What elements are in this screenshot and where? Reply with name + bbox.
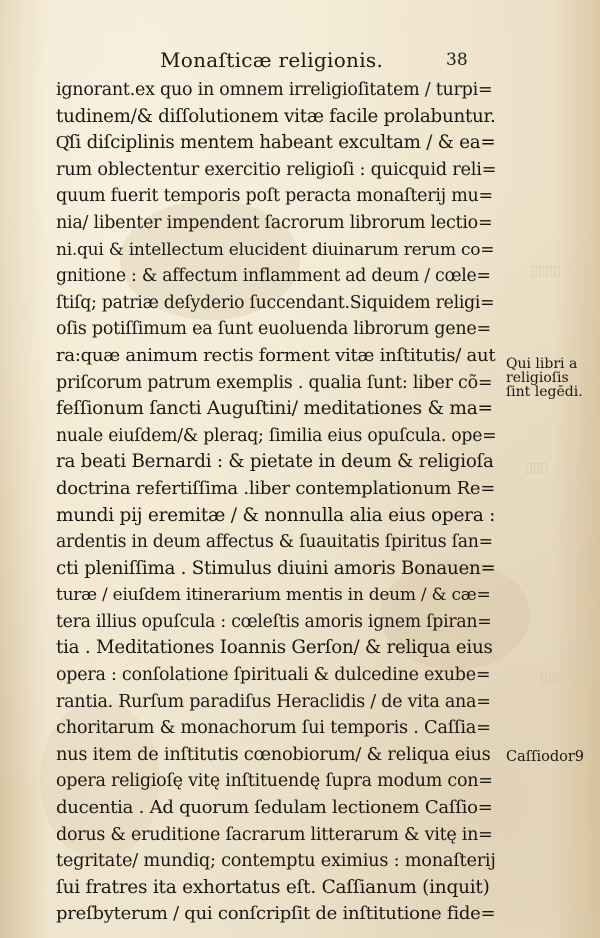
text-line: ra:quæ animum rectis forment vitæ inſtitutis/ aut (56, 344, 496, 366)
text-line: ducentia . Ad quorum ſedulam lectionem Caſſio= (56, 797, 493, 819)
text-line: rum oblectentur exercitio religioſi : quicquid reli= (56, 159, 496, 180)
bleed-through: ▯▯▯ (525, 460, 549, 476)
margin-note-line: Caſſiodor9 (506, 749, 585, 765)
text-line: quum fuerit temporis poſt peracta monaſterij mu= (56, 186, 493, 207)
text-line: mundi pij eremitæ / & nonnulla alia eius opera : (56, 504, 496, 526)
text-line: choritarum & monachorum ſui temporis . Caſſia= (56, 718, 491, 739)
folio-number: 38 (446, 50, 468, 70)
page-header (160, 48, 480, 74)
text-line: oſis potiſſimum ea ſunt euoluenda librorum gene= (56, 319, 491, 340)
margin-note-books (506, 357, 583, 399)
text-line: gnitione : & affectum inflamment ad deum / cœle= (56, 266, 491, 287)
text-line: nia/ libenter impendent ſacrorum librorum lectio= (56, 212, 493, 233)
text-line: nuale eiuſdem/& pleraq; ſimilia eius opuſcula. ope= (56, 425, 496, 446)
text-line: dorus & eruditione ſacrarum litterarum & vitę in= (56, 824, 493, 845)
margin-note-line: religioſis (506, 370, 569, 386)
text-line: feſſionum ſancti Auguſtini/ meditationes & ma= (56, 398, 493, 420)
margin-note-cassiodorus (506, 750, 584, 764)
running-title: Monaſticæ religionis. (160, 48, 384, 72)
body-text (56, 77, 496, 928)
text-line: tera illius opuſcula : cœleſtis amoris ignem ſpiran= (56, 611, 492, 632)
text-line: ſui fratres ita exhortatus eſt. Caſſianum (inquit) (56, 876, 490, 898)
text-line: tegritate/ mundiq; contemptu eximius : monaſterij (56, 851, 496, 872)
text-line: ra beati Bernardi : & pietate in deum & religioſa (56, 451, 494, 473)
margin-note-line: ſint legēdi. (506, 384, 583, 400)
text-line: ſtiſq; patriæ deſyderio ſuccendant.Siquidem religi= (56, 292, 495, 313)
text-line: doctrina refertiſſima .liber contemplationum Re= (56, 477, 496, 499)
text-line: priſcorum patrum exemplis . qualia ſunt: liber cõ= (56, 372, 493, 393)
text-line: preſbyterum / qui conſcripſit de inſtitutione fide= (56, 903, 496, 925)
text-line: cti pleniſſima . Stimulus diuini amoris Bonauen= (56, 557, 496, 579)
text-line: ardentis in deum affectus & ſuauitatis ſpiritus ſan= (56, 532, 493, 553)
bleed-through: ▯▯▯▯ (530, 263, 561, 279)
text-line: turæ / eiuſdem itinerarium mentis in deum / & cæ= (56, 585, 491, 606)
text-line: tia . Meditationes Ioannis Gerſon/ & reliqua eius (56, 637, 493, 659)
text-line: opera religioſę vitę inſtituendę ſupra modum con= (56, 771, 493, 792)
text-line: Q͂ſi diſciplinis mentem habeant excultam / & ea= (56, 132, 496, 154)
text-line: nus item de inſtitutis cœnobiorum/ & reliqua eius (56, 744, 491, 765)
text-line: ni.qui & intellectum elucident diuinarum rerum co= (56, 239, 495, 260)
text-line: opera : conſolatione ſpirituali & dulcedine exube= (56, 665, 491, 686)
margin-note-line: Qui libri a (506, 356, 578, 372)
text-line: tudinem/& diſſolutionem vitæ facile prolabuntur. (56, 105, 496, 127)
bleed-through: ▯▯▯ (540, 670, 564, 686)
text-line: rantia. Rurſum paradiſus Heraclidis / de vita ana= (56, 691, 491, 712)
text-line: ignorant.ex quo in omnem irreligioſitatem / turpi= (56, 80, 493, 100)
